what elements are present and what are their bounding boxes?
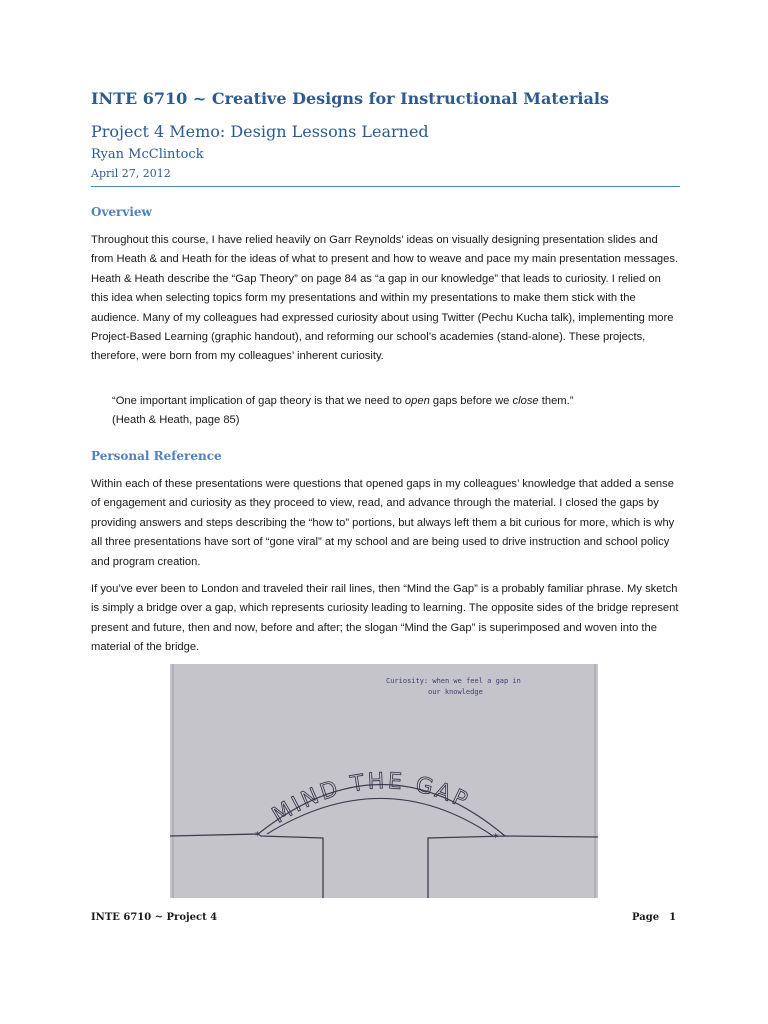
author-name: Ryan McClintock (91, 147, 204, 162)
gap-theory-quote (112, 392, 672, 431)
right-cliff-line (428, 836, 598, 898)
personal-reference-paragraph-1: Within each of these presentations were questions that opened gaps in my colleagues’ knowledge that added a sense of engagement and curiosity as they proceed to view, read, and advance through the material. I closed the gaps by providing answers and steps describing the “how to” portions, but always left them a bit curious for more, which is why all three presentations have sort of “gone viral” at my school and are being used to drive instruction and school policy and program creation. (91, 478, 675, 568)
quote-text-2: gaps before we (429, 395, 513, 407)
footer-page-value: 1 (669, 912, 677, 923)
quote-close-word: close (512, 395, 539, 407)
footer-course-label: INTE 6710 ~ Project 4 (91, 912, 218, 923)
memo-date: April 27, 2012 (91, 167, 171, 180)
mind-the-gap-sketch (170, 664, 598, 898)
bridge-sketch-drawing (170, 664, 598, 898)
arch-end-star: ✶ (492, 832, 500, 842)
curiosity-note-line-2: our knowledge (428, 688, 483, 696)
personal-reference-heading: Personal Reference (91, 449, 222, 463)
quote-text-1: “One important implication of gap theory is that we need to (112, 395, 405, 407)
overview-paragraph: Throughout this course, I have relied heavily on Garr Reynolds’ ideas on visually designing presentation slides and from Heath & and Heath for the ideas of what to present and how to weave and pace my main presentation messages. Heath & Heath describe the “Gap Theory” on page 84 as “a gap in our knowledge” that leads to curiosity. I relied on this idea when selecting topics form my presentations and within my presentations to make them stick with the audience. Many of my colleagues had expressed curiosity about using Twitter (Pechu Kucha talk), implementing more Project-Based Learning (graphic handout), and reforming our school’s academies (stand-alone). These projects, therefore, were born from my colleagues’ inherent curiosity. (91, 234, 679, 363)
memo-title: Project 4 Memo: Design Lessons Learned (91, 122, 429, 141)
overview-heading: Overview (91, 205, 152, 219)
course-title: INTE 6710 ~ Creative Designs for Instructional Materials (91, 89, 609, 108)
arch-start-star: ✶ (254, 830, 262, 840)
header-divider (91, 186, 680, 187)
curiosity-note-line-1: Curiosity: when we feel a gap in (386, 677, 521, 685)
footer-page-label: Page (632, 912, 660, 923)
quote-citation: (Heath & Heath, page 85) (112, 414, 240, 427)
quote-text-3: them.” (538, 395, 574, 407)
left-cliff-line (170, 834, 323, 898)
personal-reference-paragraph-2: If you’ve ever been to London and traveled their rail lines, then “Mind the Gap” is a probably familiar phrase. My sketch is simply a bridge over a gap, which represents curiosity leading to learning. The opposite sides of the bridge represent present and future, then and now, before and after; the slogan “Mind the Gap” is superimposed and woven into the material of the bridge. (91, 583, 679, 654)
quote-open-word: open (404, 395, 430, 407)
footer-page-number (632, 912, 676, 923)
arch-lettering: MIND THE GAP (268, 768, 474, 829)
